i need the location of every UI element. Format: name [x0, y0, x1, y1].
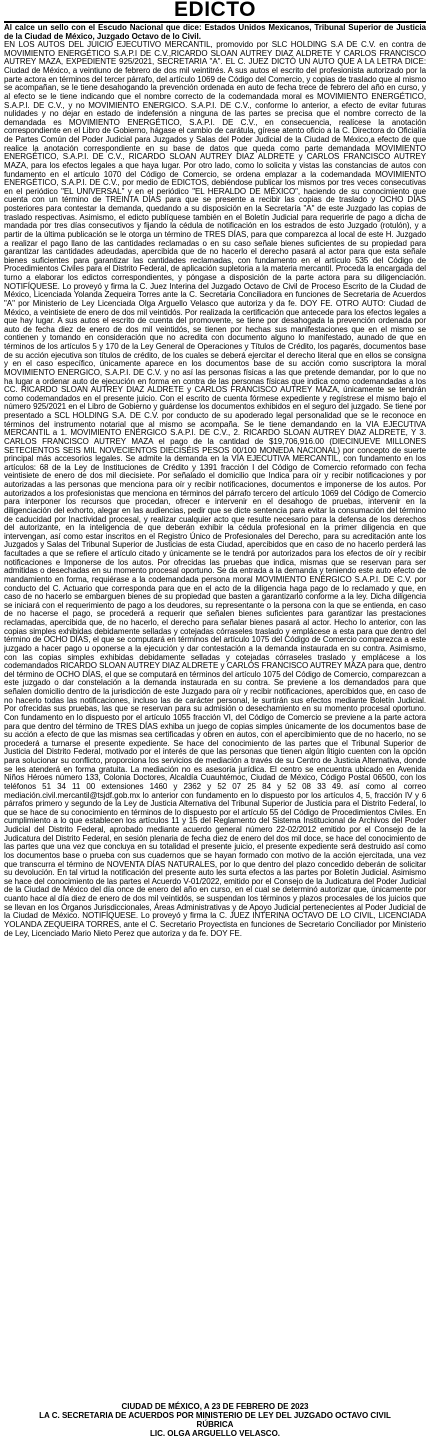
closing-date: CIUDAD DE MÉXICO, A 23 DE FEBRERO DE 2023 — [121, 1402, 309, 1412]
closing-name: LIC. OLGA ARGUELLO VELASCO. — [149, 1429, 281, 1439]
closing-secretary: LA C. SECRETARIA DE ACUERDOS POR MINISTERIO DE LEY DEL JUZGADO OCTAVO CIVIL — [39, 1411, 391, 1421]
edict-body: EN LOS AUTOS DEL JUICIO EJECUTIVO MERCANTIL, promovido por SLC HOLDING S.A DE C.V. en contra de MOVIMIENTO ENERGÉTICO S.A.P.I DE C.V.,RICARDO SLOAN AUTREY DIAZ ALDRETE Y CARLOS FRANCISCO AUTREY MAZA, EXPEDIENTE 925/2021, SECRETARIA "A". EL C. JUEZ DICTÓ UN AUTO QUE A LA LETRA DICE: Ciudad de México, a veintiuno de febrero de dos mil veintitrés. A sus autos el escrito del profesionista autorizado por la parte actora en términos del tercer párrafo, del artículo 1069 de Código del Comercio, y copias de traslado que al mismo se acompañan, se le tiene desahogando la prevención ordenada en auto de fecha trece de febrero del año en curso, y al efecto se le tiene indicando que el nombre correcto de la codemandada moral es MOVIMIENTO ENERGÉTICO, S.A.P.I. DE C.V., y no MOVIMIENTO ENERGICO. S.A.P.I. DE C.V., conforme lo anterior, a efecto de evitar futuras nulidades y no dejar en estado de indefensión a ninguna de las partes se precisa que el nombre correcto de la demandada es MOVIMIENTO ENERGÉTICO, S.A.P.I. DE C.V., en consecuencia, realícese la anotación correspondiente en el Libro de Gobierno, hágase el cambio de carátula, gírese atento oficio a la C. Directora do Oficialía de Partes Común del Poder Judicial para Juzgados y Salas del Poder Judicial de la Ciudad de México,a efecto de que realice la anotación correspondiente en su base de datos que queda como parte demandada MOVIMIENTO ENERGÉTICO, S.A.P.I. DE C.V., RICARDO SLOAN AUTREY DIAZ ALDRETE y CARLOS FRANCISCO AUTREY MAZA, para los efectos legales a que haya lugar. Por otro lado, como lo solicita y vistas las constancias de autos con fundamento en el artículo 1070 del Código de Comercio, se ordena emplazar a la codemandada MOVIMIENTO ENERGÉTICO, S.A.P.I. DE C.V., por medio de EDICTOS, debiéndose publicar los mismos por tres veces consecutivas en el periódico "EL UNIVERSAL" y en el periódico "EL HERALDO DE MÉXICO", haciendo de su conocimiento que cuenta con un término de TREINTA DÍAS para que se presente a recibir las copias de traslado y OCHO DÍAS posteriores para contestar la demanda, quedando a su disposición en la Secretaría "A" de este Juzgado las copias de traslado respectivas. Asimismo, el edicto publíquese también en el Boletín Judicial para requerirle de pago a dicha de mandada por tres días consecutivos y fijando la cédula de notificación en los estrados de esto Juzgado (rotulón), y a partir de la última publicación se le otorga un término de TRES DÍAS, para que comparezca al local de este H. Juzgado a realizar el pago llano de las cantidades reclamadas o en su caso señale bienes suficientes de su propiedad para garantizar las cantidades adeudadas, apercibida que de no hacerlo el derecho pasará al actor para que esta señale bienes suficientes para garantizar las cantidades reclamadas, con fundamento en el artículo 535 del Código de Procedimientos Civiles para el Distrito Federal, de aplicación supletoria a la materia mercantil. Proceda la encargada del turno a elaborar los edictos correspondientes, y póngase a disposición de la parte actora para su diligenciación. NOTIFÍQUESE. Lo proveyó y firma la C. Juez Interina del Juzgado Octavo de Civil de Proceso Escrito de la Ciudad de México, Licenciada Yolanda Zequeira Torres ante la C. Secretaria Conciliadora en funciones de Secretaria de Acuerdos "A" por Ministerio de Ley Licenciada Olga Arguello Velasco que autoriza y da fe. DOY FE. OTRO AUTO: Ciudad de México, a veintisiete de enero de dos mil veintidós. Por realizada la certificación que antecede para los efectos legales a que hay lugar. A sus autos el escrito de cuenta del promovente, se tiene por desahogada la prevención ordenada por auto de fecha diez de enero de dos mil veintidós, se tienen por hechas sus manifestaciones que en el mismo se contienen y tomando en consideración que no acredita con documento alguno lo manifestado, aunado de que en términos de los artículos 5 y 170 de la Ley General de Operaciones y Títulos de Crédito, los pagarés, documentos base de su acción ejecutiva son títulos de crédito, de los cuales se deberá ejercitar el derecho literal que en ellos se consigna y en el caso específico, únicamente aparece en los documentos base de su acción como suscriptora la moral MOVIMIENTO ENERGICO, S.A.P.I. DE C.V. y no así las personas físicas a las que pretende demandar, por lo que no ha lugar a ordenar auto de ejecución en forma en contra de las personas físicas que indica como codemandadas a los CC. RICARDO SLOAN AUTREY DIAZ ALDRETE y CARLOS FRANCISCO AUTREY MAZA, únicamente se tendrán como codemandados en el presente juicio. Con el escrito de cuenta fórmese expediente y regístrese el mismo bajo el número 925/2021 en el Libro de Gobierno y guárdense los documentos exhibidos en el seguro del juzgado. Se tiene por presentado a SCL HOLDING S.A. DE C.V. por conducto de su apoderado legal personalidad que se le reconoce en términos del instrumento notarial que al mismo se acompaña. Se le tiene demandando en la VIA EJECUTIVA MERCANTIL a 1. MOVIMIENTO ENÉRGICO S.A.P.I. DE C.V., 2. RICARDO SLOAN AUTREY DIAZ ALDRETE, Y 3. CARLOS FRANCISCO AUTREY MAZA el pago de la cantidad de $19,706,916.00 (DIECINUEVE MILLONES SETECIENTOS SEIS MIL NOVECIENTOS DIECISÉIS PESOS 00/100 MONEDA NACIONAL) por concepto de suerte principal más accesorios legales. Se admite la demanda en la VÍA EJECUTIVA MERCANTIL, con fundamento en los artículos: 68 de la Ley de Instituciones de Crédito y 1391 fracción I del Código de Comercio reformado con fecha veintisiete de enero de dos mil diecisiete. Por señalado el domicilio que Indica para oír y recibir notificaciones y por autorizadas a las personas que menciona para oír y recibir notificaciones, documentos e imponerse de los autos. Por autorizados a los profesionistas que menciona en términos del párrafo tercero del artículo 1069 del Código de Comercio para interponer los recursos que procedan, ofrecer e intervenir en el desahogo de pruebas, intervenir en la diligenciación del exhorto, alegar en las audiencias, pedir que se dicte sentencia para evitar la consumación del término de caducidad por Inactividad procesal, y realizar cualquier acto que resulte necesario para la defensa de los derechos del autorizante, en la inteligencia de que deberán exhibir la cédula profesional en la primer diligencia en que intervengan, así como estar inscritos en el Registro Único de Profesionales del Derecho, para su acreditación ante los Juzgados y Salas del Tribunal Superior de Justicias de esta Ciudad, apercibidos que en caso de no hacerlo perderá las facultades a que se refiere el artículo citado y únicamente se le tendrá por autorizados para los efectos de oír y recibir notificaciones e Imponerse de los autos. Por ofrecidas las pruebas que indica, mismas que se reservan para ser admitidas o desechadas en su momento procesal oportuno. Se da entrada a la demanda y teniendo este auto efecto de mandamiento en forma, requiérase a la codemandada persona moral MOVIMIENTO ENÉRGICO S.A.P.I. DE C.V. por conducto del C. Actuario que corresponda para que en el acto de la diligencia haga pago de lo reclamado y que, en caso de no hacerlo se embarguen bienes de su propiedad que basten a garantizarlo conforme a la ley. Dicha diligencia se iniciará con el requerimiento de pago a los deudores, su representante o la persona con la que se entienda, en caso de no hacerse el pago, se procederá a requerir que señalen bienes suficientes para garantizar las prestaciones reclamadas, apercibida que, de no hacerlo, el derecho para señalar bienes pasará al actor. Hecho lo anterior, con las copias simples exhibidas debidamente selladas y cotejadas córraseles traslado y emplácese a esta para que dentro del término de OCHO DÍAS, el que se computará en términos del artículo 1075 del Código de Comercio comparezca a este juzgado a hacer pago u oponerse a la ejecución y dar contestación a la demanda instaurada en su contra. Asimismo, con las copias simples exhibidas debidamente selladas y cotejadas córraseles traslado y emplácese a los codemandados RICARDO SLOAN AUTREY DIAZ ALDRETE y CARLOS FRANCISCO AUTREY MAZA para que, dentro del término de OCHO DÍAS, el que se computará en términos del artículo 1075 del Código de Comercio, comparezcan a este juzgado o dar constelación a la demanda instaurada en su contra. Se previene a los demandados para que señalen domicilio dentro de la jurisdicción de este Juzgado para oír y recibir notificaciones, apercibidos que, en caso de no hacerlo todas las notificaciones, incluso las de carácter personal, le surtirán sus efectos mediante Boletín Judicial. Por ofrecidas sus pruebas, las que se reservan para su admisión o desechamiento en su momento procesal oportuno. Con fundamento en lo dispuesto por el artículo 1055 fracción VI, del Código de Comercio se previene a la parte actora para que dentro del término de TRES DÍAS exhiba un juego de copias simples únicamente de los documentos base de su acción a efecto de que las mismas sea certificadas y obren en autos, con el apercibimiento que de no hacerlo, no se procederá a turnarse el presente expediente. Se hace del conocimiento de las partes que el Tribunal Superior de Justicia del Distrito Federal, motivado por el interés de que las personas que tienen algún litigio cuenten con la opción para solucionar su conflicto, proporciona los servicios de mediación a través de su Centro de Justicia Alternativa, donde se les atenderá en forma gratuita. La mediación no es asesoría jurídica. El centro se encuentra ubicado en Avenida Niños Héroes número 133, Colonia Doctores, Alcaldía Cuauhtémoc, Ciudad de México, Código Postal 06500, con los teléfonos 51 34 11 00 extensiones 1460 y 2362 y 52 07 25 84 y 52 08 33 49. así como al correo mediación.civil.mercantil@tsjdf.gob.mx lo anterior con fundamento en lo dispuesto por los artículos 4, 5, fracción IV y 6 párrafos primero y segundo de la Ley de Justicia Alternativa del Tribunal Superior de Justicia para el Distrito Federal, lo que se hace de su conocimiento en términos de lo dispuesto por el artículo 55 del Código de Procedimientos Civiles. En cumplimiento a lo que establecen los artículos 11 y 15 del Reglamento del Sistema Institucional de Archivos del Poder Judicial del Distrito Federal, aprobado mediante acuerdo general número 22-02/2012 emitido por el Consejo de la Judicatura del Distrito Federal, en sesión plenaria de fecha diez de enero del dos mil doce, se hace del conocimiento de las partes que una vez que concluya en su totalidad el presente juicio, el presente expediente será destruido así como los documentos base o prueba con sus cuadernos que se hayan formado con motivo de la acción ejercitada, una vez que transcurra el término de NOVENTA DÍAS NATURALES, por lo que dentro del plazo concedido deberán de solicitar su devolución. En tal virtud la notificación del presente auto les surta efectos a las partes por Boletín Judicial. Asimismo se hace del conocimiento de las partes el Acuerdo V-01/2022, emitido por el Consejo de la Judicatura del Poder Judicial de la Ciudad de México del día once de enero del año en curso, en el cual se determinó autorizar que, únicamente por cuanto hace al día diez de enero de dos mil veintidós, se suspendan los términos y plazos procesales de los juicios que se llevan en los Órganos Jurisdiccionales, Áreas Administrativas y de Apoyo Judicial pertenecientes al Poder Judicial de la Ciudad de México. NOTIFÍQUESE. Lo proveyó y firma la C. JUEZ INTERINA OCTAVO DE LO CIVIL, LICENCIADA YOLANDA ZEQUEIRA TORRES, ante el C. Secretario Proyectista en funciones de Secretario Conciliador por Ministerio de Ley, Licenciado Mario Nieto Perez que autoriza y da fe. DOY FE. — [4, 41, 426, 938]
edict-title: EDICTO — [174, 0, 256, 21]
seal-description: Al calce un sello con el Escudo Nacional que dice: Estados Unidos Mexicanos, Tribunal Superior de Justicia de la Ciudad de México, Juzgado Octavo de lo Civil. — [4, 23, 426, 41]
closing-signature-label: RÚBRICA — [196, 1420, 234, 1430]
